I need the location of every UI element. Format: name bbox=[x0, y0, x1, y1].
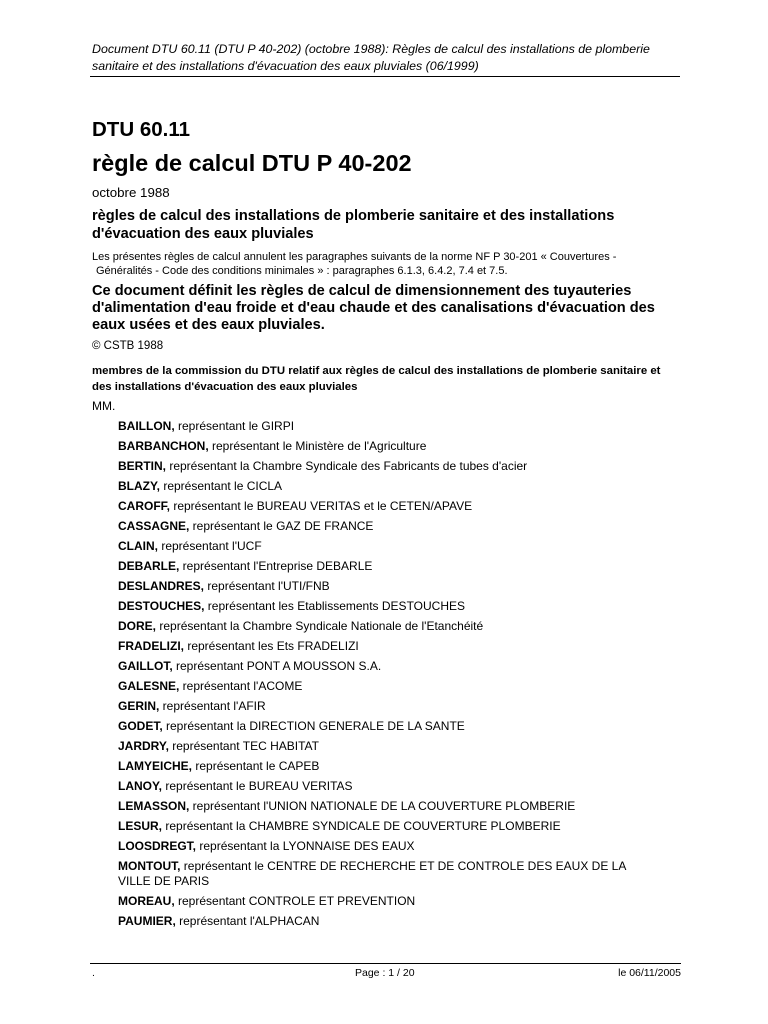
member-item bbox=[118, 439, 658, 454]
member-name: JARDRY, bbox=[118, 739, 169, 753]
member-name: DORE, bbox=[118, 619, 157, 633]
member-name: DESLANDRES, bbox=[118, 579, 205, 593]
footer-date: le 06/11/2005 bbox=[618, 967, 681, 979]
member-name: MOREAU, bbox=[118, 893, 175, 908]
member-item bbox=[118, 659, 658, 674]
member-role: représentant TEC HABITAT bbox=[168, 739, 319, 753]
member-item bbox=[118, 419, 658, 434]
member-role: représentant l'UTI/FNB bbox=[204, 579, 330, 593]
member-role: représentant PONT A MOUSSON S.A. bbox=[172, 659, 382, 673]
member-item bbox=[118, 894, 658, 909]
member-item bbox=[118, 559, 658, 574]
member-name: GAILLOT, bbox=[118, 659, 173, 673]
member-role: représentant l'ACOME bbox=[179, 679, 303, 693]
member-role: représentant le CENTRE DE RECHERCHE ET DE CONTROLE DES EAUX DE LA VILLE DE PARIS bbox=[118, 859, 626, 888]
member-role: représentant l'Entreprise DEBARLE bbox=[179, 559, 373, 573]
member-item bbox=[118, 819, 658, 834]
member-name: DEBARLE, bbox=[118, 559, 180, 573]
member-name: LANOY, bbox=[118, 779, 163, 793]
member-name: LEMASSON, bbox=[118, 799, 190, 813]
salutation-mm: MM. bbox=[92, 399, 116, 413]
member-name: GALESNE, bbox=[118, 679, 180, 693]
running-header-line2: sanitaire et des installations d'évacuation des eaux pluviales (06/1999) bbox=[92, 59, 479, 73]
committee-members-list bbox=[92, 419, 682, 928]
member-item bbox=[118, 719, 658, 734]
member-role: représentant la CHAMBRE SYNDICALE DE COUVERTURE PLOMBERIE bbox=[162, 819, 561, 833]
member-role: représentant la Chambre Syndicale des Fabricants de tubes d'acier bbox=[166, 459, 528, 473]
member-name: BERTIN, bbox=[118, 459, 166, 473]
annulment-note-line1: Les présentes règles de calcul annulent les paragraphes suivants de la norme NF P 30-201 « Couvertures - bbox=[92, 251, 617, 263]
member-name: BLAZY, bbox=[118, 479, 160, 493]
member-name: DESTOUCHES, bbox=[118, 599, 205, 613]
member-name: BARBANCHON, bbox=[118, 439, 209, 453]
member-role: représentant le GAZ DE FRANCE bbox=[189, 519, 374, 533]
member-item bbox=[118, 699, 658, 714]
member-item bbox=[118, 599, 658, 614]
member-item bbox=[118, 759, 658, 774]
member-role: représentant la DIRECTION GENERALE DE LA SANTE bbox=[162, 719, 465, 733]
document-subtitle: règles de calcul des installations de plomberie sanitaire et des installations d'évacuation des eaux pluviales bbox=[92, 208, 615, 242]
member-role: représentant le CAPEB bbox=[192, 759, 320, 773]
member-role: représentant les Ets FRADELIZI bbox=[184, 639, 359, 653]
member-item bbox=[118, 619, 658, 634]
member-item bbox=[118, 859, 658, 888]
member-name: BAILLON, bbox=[118, 419, 175, 433]
member-item bbox=[118, 914, 658, 929]
member-item bbox=[118, 519, 658, 534]
member-role: représentant la LYONNAISE DES EAUX bbox=[196, 839, 415, 853]
member-role: représentant le GIRPI bbox=[174, 419, 295, 433]
member-item bbox=[118, 779, 658, 794]
member-item bbox=[118, 579, 658, 594]
member-name: CASSAGNE, bbox=[118, 519, 190, 533]
member-item bbox=[118, 739, 658, 754]
member-role: représentant la Chambre Syndicale Nationale de l'Etanchéité bbox=[156, 619, 484, 633]
member-item bbox=[118, 459, 658, 474]
member-name: GERIN, bbox=[118, 699, 160, 713]
document-date: octobre 1988 bbox=[92, 185, 170, 200]
member-name: LESUR, bbox=[118, 819, 163, 833]
annulment-note-line2: Généralités - Code des conditions minimales » : paragraphes 6.1.3, 6.4.2, 7.4 et 7.5. bbox=[96, 265, 508, 277]
member-role: représentant le CICLA bbox=[160, 479, 283, 493]
member-role: représentant l'UNION NATIONALE DE LA COUVERTURE PLOMBERIE bbox=[189, 799, 576, 813]
member-item bbox=[118, 639, 658, 654]
committee-heading: membres de la commission du DTU relatif aux règles de calcul des installations de plomberie sanitaire et des installations d'évacuation des eaux pluviales bbox=[92, 365, 661, 393]
document-body bbox=[92, 116, 682, 934]
member-role: représentant le BUREAU VERITAS bbox=[162, 779, 353, 793]
document-title: règle de calcul DTU P 40-202 bbox=[92, 150, 412, 176]
member-item bbox=[118, 799, 658, 814]
member-item bbox=[118, 499, 658, 514]
member-role: représentant les Etablissements DESTOUCHES bbox=[204, 599, 466, 613]
member-item bbox=[118, 839, 658, 854]
member-item bbox=[118, 679, 658, 694]
page-footer bbox=[90, 967, 681, 981]
member-role: représentant CONTROLE ET PREVENTION bbox=[174, 893, 416, 908]
page-number: Page : 1 / 20 bbox=[355, 967, 415, 979]
member-item bbox=[118, 479, 658, 494]
member-name: CAROFF, bbox=[118, 499, 170, 513]
running-header-line1: Document DTU 60.11 (DTU P 40-202) (octobre 1988): Règles de calcul des installations de plomberie bbox=[92, 42, 650, 56]
copyright-notice: © CSTB 1988 bbox=[92, 340, 164, 352]
member-name: LAMYEICHE, bbox=[118, 759, 193, 773]
annulment-note bbox=[92, 250, 682, 278]
document-code: DTU 60.11 bbox=[92, 118, 190, 141]
member-role: représentant l'ALPHACAN bbox=[175, 913, 320, 928]
footer-divider bbox=[90, 963, 681, 964]
member-name: CLAIN, bbox=[118, 539, 158, 553]
running-header bbox=[92, 41, 680, 75]
member-role: représentant le BUREAU VERITAS et le CETEN/APAVE bbox=[170, 499, 473, 513]
header-divider bbox=[90, 76, 680, 77]
member-name: MONTOUT, bbox=[118, 859, 181, 873]
member-name: FRADELIZI, bbox=[118, 639, 184, 653]
member-name: LOOSDREGT, bbox=[118, 839, 197, 853]
document-purpose: Ce document définit les règles de calcul de dimensionnement des tuyauteries d'alimentation d'eau froide et d'eau chaude et des canalisations d'évacuation des eaux usées et des eaux pluviales. bbox=[92, 283, 655, 333]
member-role: représentant le Ministère de l'Agriculture bbox=[208, 439, 427, 453]
member-item bbox=[118, 539, 658, 554]
member-name: PAUMIER, bbox=[118, 913, 176, 928]
member-name: GODET, bbox=[118, 719, 163, 733]
footer-left-mark: . bbox=[92, 967, 95, 979]
member-role: représentant l'AFIR bbox=[159, 699, 266, 713]
member-role: représentant l'UCF bbox=[158, 539, 262, 553]
